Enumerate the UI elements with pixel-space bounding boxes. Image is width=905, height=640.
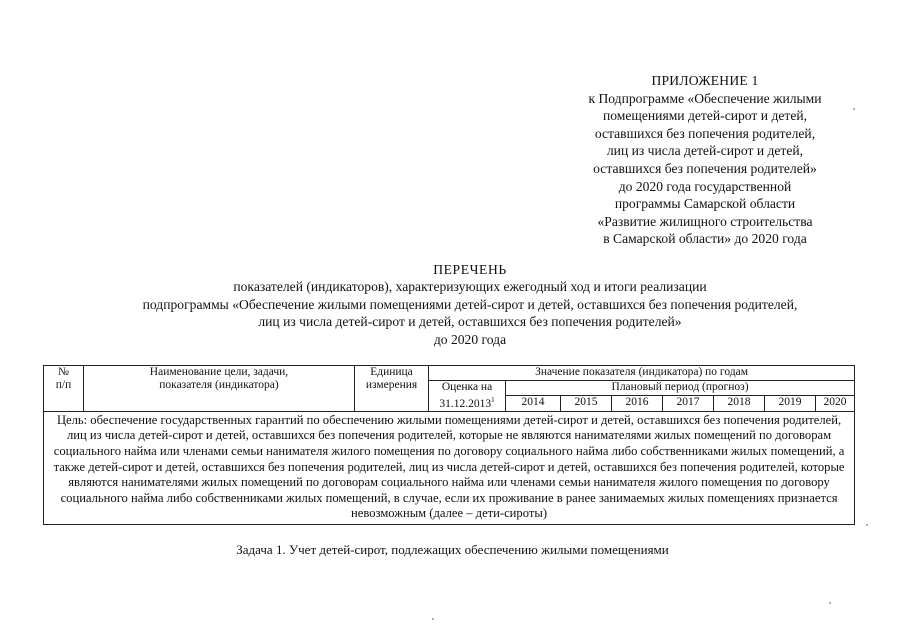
document-heading (20, 261, 905, 348)
scan-speck (866, 524, 868, 526)
header-number (44, 366, 84, 412)
annex-line: оставшихся без попечения родителей» (593, 160, 817, 176)
header-unit-line: Единица (370, 366, 413, 378)
task-heading: Задача 1. Учет детей-сирот, подлежащих обеспечению жилыми помещениями (236, 542, 669, 557)
goal-text: Цель: обеспечение государственных гарантий по обеспечению жилыми помещениями детей-сирот и детей, оставшихся без попечения родителей, лиц из числа детей-сирот и детей, оставшихся без попечения родителей, которые не являются нанимателями жилых помещений по договорам социального найма или членами семьи нанимателя жилого помещения по договору социального найма либо собственниками жилых помещений, а также детей-сирот и детей, оставшихся без попечения родителей, лиц из числа детей-сирот и детей, оставшихся без попечения родителей, которые являются нанимателями жилых помещений по договорам социального найма или членами семьи нанимателя жилого помещения по договору социального найма либо собственниками жилых помещений, в случае, если их проживание в ранее занимаемых жилых помещениях признается невозможным (далее – дети-сироты) (44, 411, 855, 524)
header-estimate-line: Оценка на (441, 381, 493, 393)
header-estimate (429, 381, 506, 412)
annex-line: до 2020 года государственной (618, 178, 792, 194)
annex-line: оставшихся без попечения родителей, (594, 125, 816, 141)
year-cell: 2017 (663, 396, 714, 411)
header-values: Значение показателя (индикатора) по годам (429, 366, 855, 381)
header-estimate-line (431, 394, 503, 411)
year-cell: 2020 (816, 396, 855, 411)
heading-line: показателей (индикаторов), характеризующих ежегодный ход и итоги реализации (233, 279, 707, 295)
header-estimate-date: 31.12.2013 (439, 397, 492, 410)
annex-line: лиц из числа детей-сирот и детей, (606, 143, 804, 159)
year-cell: 2016 (612, 396, 663, 411)
heading-line: подпрограммы «Обеспечение жилыми помещениями детей-сирот и детей, оставшихся без попечения родителей, (142, 296, 798, 312)
year-cell: 2015 (561, 396, 612, 411)
year-cell: 2019 (765, 396, 816, 411)
header-name (84, 366, 355, 412)
annex-line: программы Самарской области (614, 196, 796, 212)
document-title: ПЕРЕЧЕНЬ (433, 262, 507, 277)
table-header-row (44, 366, 855, 381)
scan-speck (829, 602, 831, 604)
header-name-line: показателя (индикатора) (159, 379, 279, 391)
scan-speck (432, 618, 434, 620)
header-number-line: п/п (55, 379, 72, 391)
year-cell: 2018 (714, 396, 765, 411)
heading-line: лиц из числа детей-сирот и детей, оставшихся без попечения родителей» (258, 314, 682, 330)
annex-block (555, 72, 855, 248)
annex-line: помещениями детей-сирот и детей, (602, 108, 808, 124)
header-number-line: № (58, 366, 69, 378)
heading-line: до 2020 года (433, 331, 507, 347)
header-unit-line: измерения (365, 379, 418, 391)
annex-line: к Подпрограмме «Обеспечение жилыми (588, 90, 822, 106)
year-cell: 2014 (506, 396, 561, 411)
indicators-table (43, 365, 855, 525)
annex-title: ПРИЛОЖЕНИЕ 1 (651, 73, 759, 88)
goal-row (44, 411, 855, 524)
header-plan-period: Плановый период (прогноз) (506, 381, 855, 396)
footnote-mark: 1 (491, 396, 495, 404)
header-unit (355, 366, 429, 412)
annex-line: «Развитие жилищного строительства (597, 213, 813, 229)
scan-speck (853, 108, 855, 110)
header-name-line: Наименование цели, задачи, (149, 366, 289, 378)
annex-line: в Самарской области» до 2020 года (603, 231, 807, 247)
